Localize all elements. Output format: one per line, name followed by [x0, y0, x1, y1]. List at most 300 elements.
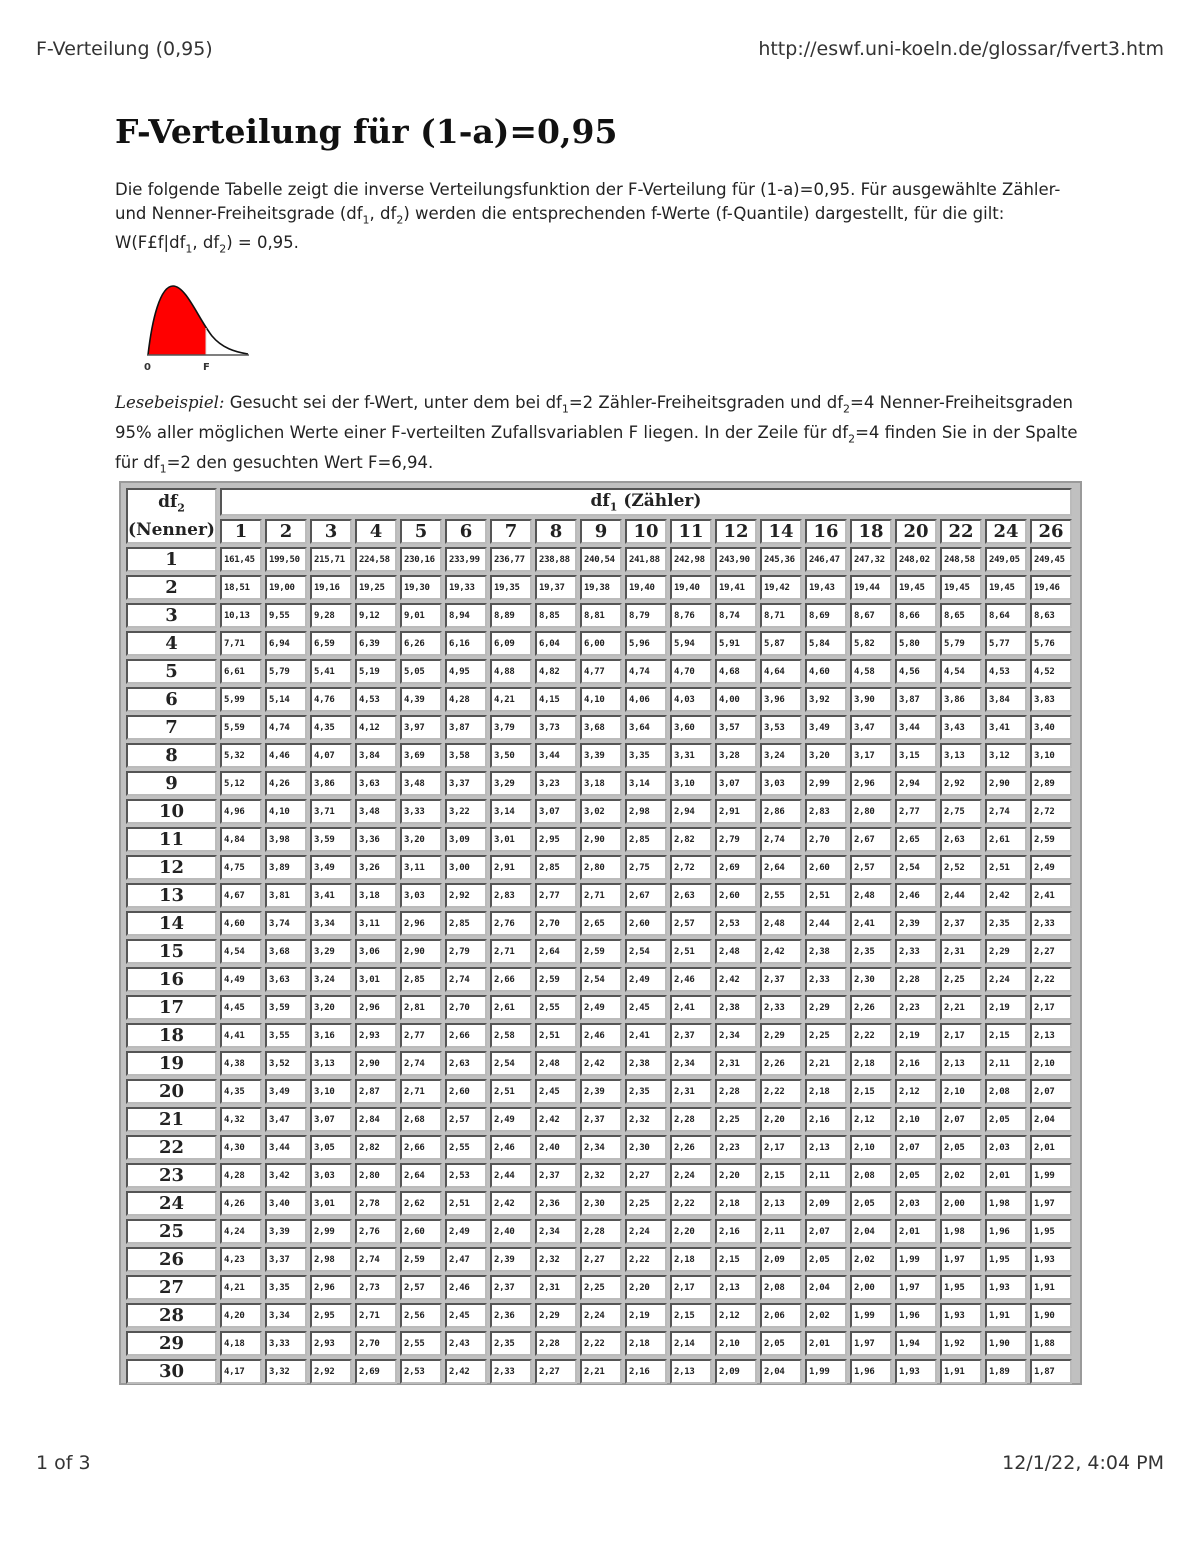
table-cell: 3,35	[265, 1275, 307, 1300]
table-cell: 2,23	[895, 995, 937, 1020]
table-row	[126, 547, 1072, 572]
table-cell: 2,91	[715, 799, 757, 824]
table-cell: 2,00	[940, 1191, 982, 1216]
table-cell: 3,90	[850, 687, 892, 712]
table-cell: 2,03	[895, 1191, 937, 1216]
print-header-title: F-Verteilung (0,95)	[36, 38, 213, 60]
table-cell: 5,59	[220, 715, 262, 740]
table-cell: 5,19	[355, 659, 397, 684]
table-cell: 1,95	[985, 1247, 1027, 1272]
table-cell: 4,35	[310, 715, 352, 740]
table-cell: 2,80	[580, 855, 622, 880]
row-header: 25	[126, 1219, 217, 1244]
table-cell: 2,11	[805, 1163, 847, 1188]
table-cell: 2,60	[625, 911, 667, 936]
table-cell: 2,59	[535, 967, 577, 992]
table-cell: 6,16	[445, 631, 487, 656]
table-cell: 5,32	[220, 743, 262, 768]
table-cell: 2,00	[850, 1275, 892, 1300]
table-cell: 19,16	[310, 575, 352, 600]
table-cell: 2,66	[445, 1023, 487, 1048]
table-cell: 2,18	[670, 1247, 712, 1272]
table-cell: 4,84	[220, 827, 262, 852]
table-row	[126, 1107, 1072, 1132]
table-cell: 2,12	[850, 1107, 892, 1132]
table-cell: 19,45	[940, 575, 982, 600]
table-row	[126, 1275, 1072, 1300]
table-cell: 2,37	[760, 967, 802, 992]
row-header: 5	[126, 659, 217, 684]
table-cell: 2,45	[625, 995, 667, 1020]
table-cell: 3,40	[265, 1191, 307, 1216]
table-cell: 3,29	[310, 939, 352, 964]
table-cell: 2,07	[805, 1219, 847, 1244]
table-cell: 3,50	[490, 743, 532, 768]
table-cell: 1,94	[895, 1331, 937, 1356]
table-cell: 2,48	[760, 911, 802, 936]
table-cell: 238,88	[535, 547, 577, 572]
table-cell: 2,32	[625, 1107, 667, 1132]
table-cell: 4,06	[625, 687, 667, 712]
table-cell: 2,85	[400, 967, 442, 992]
table-row	[126, 883, 1072, 908]
table-cell: 2,32	[535, 1247, 577, 1272]
table-cell: 3,09	[445, 827, 487, 852]
table-cell: 3,49	[265, 1079, 307, 1104]
table-cell: 2,45	[445, 1303, 487, 1328]
table-cell: 8,79	[625, 603, 667, 628]
table-cell: 3,37	[445, 771, 487, 796]
table-cell: 2,72	[1030, 799, 1072, 824]
table-cell: 8,76	[670, 603, 712, 628]
table-cell: 2,42	[535, 1107, 577, 1132]
table-cell: 3,74	[265, 911, 307, 936]
column-header: 20	[895, 519, 937, 544]
table-cell: 2,08	[760, 1275, 802, 1300]
table-cell: 2,02	[805, 1303, 847, 1328]
table-cell: 3,33	[265, 1331, 307, 1356]
table-cell: 2,02	[940, 1163, 982, 1188]
table-cell: 2,76	[490, 911, 532, 936]
intro-paragraph: Die folgende Tabelle zeigt die inverse Verteilungsfunktion der F-Verteilung für (1-a)=0,95. Für ausgewählte Zähler- und Nenner-Freiheitsgrade ($df_1$, $df_2$) werden die entsprechenden f-Werte (f-Quantile) dargestellt, für die gilt: $W(F£f|df_1$, $df_2) = 0,95$.	[115, 180, 1061, 256]
table-cell: 2,38	[625, 1051, 667, 1076]
table-cell: 2,33	[760, 995, 802, 1020]
table-cell: 2,44	[805, 911, 847, 936]
table-cell: 2,38	[715, 995, 757, 1020]
table-cell: 2,51	[535, 1023, 577, 1048]
table-row	[126, 1247, 1072, 1272]
table-cell: 2,22	[850, 1023, 892, 1048]
table-cell: 4,74	[265, 715, 307, 740]
table-cell: 6,00	[580, 631, 622, 656]
table-cell: 2,61	[985, 827, 1027, 852]
table-cell: 2,90	[985, 771, 1027, 796]
table-cell: 2,29	[535, 1303, 577, 1328]
table-cell: 3,24	[310, 967, 352, 992]
table-cell: 2,64	[535, 939, 577, 964]
table-cell: 3,24	[760, 743, 802, 768]
table-cell: 3,97	[400, 715, 442, 740]
table-cell: 1,97	[940, 1247, 982, 1272]
table-cell: 3,98	[265, 827, 307, 852]
table-cell: 2,98	[625, 799, 667, 824]
table-cell: 4,49	[220, 967, 262, 992]
table-cell: 4,53	[355, 687, 397, 712]
table-cell: 1,97	[895, 1275, 937, 1300]
table-cell: 2,29	[985, 939, 1027, 964]
table-cell: 2,14	[670, 1331, 712, 1356]
table-cell: 2,26	[760, 1051, 802, 1076]
table-cell: 2,71	[580, 883, 622, 908]
row-header: 22	[126, 1135, 217, 1160]
table-row	[126, 855, 1072, 880]
table-cell: 3,31	[670, 743, 712, 768]
table-cell: 2,06	[760, 1303, 802, 1328]
row-header: 10	[126, 799, 217, 824]
table-cell: 8,94	[445, 603, 487, 628]
f-distribution-table	[123, 485, 1075, 1387]
table-cell: 3,11	[400, 855, 442, 880]
table-cell: 1,91	[985, 1303, 1027, 1328]
table-cell: 2,57	[850, 855, 892, 880]
table-cell: 2,85	[625, 827, 667, 852]
print-footer-date: 12/1/22, 4:04 PM	[1002, 1452, 1164, 1474]
table-row	[126, 1191, 1072, 1216]
table-cell: 2,83	[805, 799, 847, 824]
table-cell: 2,03	[985, 1135, 1027, 1160]
table-cell: 4,96	[220, 799, 262, 824]
table-cell: 2,10	[850, 1135, 892, 1160]
table-cell: 6,59	[310, 631, 352, 656]
table-cell: 3,17	[850, 743, 892, 768]
axis-label-f: F	[203, 362, 210, 373]
table-cell: 2,15	[760, 1163, 802, 1188]
table-cell: 2,66	[400, 1135, 442, 1160]
table-cell: 2,70	[805, 827, 847, 852]
table-cell: 19,41	[715, 575, 757, 600]
table-cell: 3,06	[355, 939, 397, 964]
table-cell: 4,67	[220, 883, 262, 908]
table-cell: 19,45	[895, 575, 937, 600]
table-cell: 2,34	[715, 1023, 757, 1048]
table-cell: 6,26	[400, 631, 442, 656]
table-cell: 240,54	[580, 547, 622, 572]
table-cell: 2,69	[715, 855, 757, 880]
table-cell: 1,96	[850, 1359, 892, 1384]
table-row	[126, 631, 1072, 656]
table-cell: 2,24	[625, 1219, 667, 1244]
table-cell: 2,94	[895, 771, 937, 796]
table-cell: 3,34	[310, 911, 352, 936]
column-header: 4	[355, 519, 397, 544]
table-cell: 2,27	[535, 1359, 577, 1384]
table-cell: 19,46	[1030, 575, 1072, 600]
table-cell: 2,16	[715, 1219, 757, 1244]
table-cell: 2,71	[400, 1079, 442, 1104]
table-cell: 2,67	[625, 883, 667, 908]
table-cell: 4,28	[220, 1163, 262, 1188]
table-cell: 4,18	[220, 1331, 262, 1356]
table-cell: 3,01	[490, 827, 532, 852]
table-cell: 2,20	[760, 1107, 802, 1132]
table-row	[126, 1023, 1072, 1048]
table-cell: 2,90	[580, 827, 622, 852]
column-header: 10	[625, 519, 667, 544]
table-cell: 2,70	[445, 995, 487, 1020]
table-cell: 3,60	[670, 715, 712, 740]
table-cell: 3,03	[400, 883, 442, 908]
table-cell: 2,54	[490, 1051, 532, 1076]
table-cell: 2,59	[1030, 827, 1072, 852]
table-cell: 1,96	[985, 1219, 1027, 1244]
table-cell: 2,60	[715, 883, 757, 908]
table-cell: 2,01	[805, 1331, 847, 1356]
table-cell: 224,58	[355, 547, 397, 572]
table-cell: 2,01	[895, 1219, 937, 1244]
column-header: 14	[760, 519, 802, 544]
table-cell: 2,42	[490, 1191, 532, 1216]
table-cell: 243,90	[715, 547, 757, 572]
table-cell: 4,68	[715, 659, 757, 684]
table-cell: 4,82	[535, 659, 577, 684]
table-cell: 2,54	[580, 967, 622, 992]
table-cell: 2,41	[850, 911, 892, 936]
table-cell: 2,27	[625, 1163, 667, 1188]
table-cell: 2,83	[490, 883, 532, 908]
table-cell: 2,41	[1030, 883, 1072, 908]
table-cell: 2,74	[400, 1051, 442, 1076]
print-footer-page: 1 of 3	[36, 1452, 91, 1474]
table-cell: 5,77	[985, 631, 1027, 656]
table-cell: 4,15	[535, 687, 577, 712]
table-cell: 2,21	[805, 1051, 847, 1076]
table-cell: 9,28	[310, 603, 352, 628]
table-cell: 2,22	[670, 1191, 712, 1216]
table-cell: 2,22	[625, 1247, 667, 1272]
table-cell: 4,35	[220, 1079, 262, 1104]
table-cell: 2,09	[805, 1191, 847, 1216]
table-cell: 2,96	[400, 911, 442, 936]
table-cell: 2,49	[1030, 855, 1072, 880]
table-cell: 2,57	[670, 911, 712, 936]
table-cell: 2,85	[445, 911, 487, 936]
table-cell: 246,47	[805, 547, 847, 572]
table-cell: 2,28	[895, 967, 937, 992]
table-cell: 2,33	[490, 1359, 532, 1384]
table-cell: 2,53	[715, 911, 757, 936]
table-cell: 2,12	[715, 1303, 757, 1328]
table-row	[126, 687, 1072, 712]
table-cell: 4,52	[1030, 659, 1072, 684]
table-cell: 2,48	[535, 1051, 577, 1076]
table-cell: 4,45	[220, 995, 262, 1020]
column-header: 1	[220, 519, 262, 544]
table-cell: 3,63	[265, 967, 307, 992]
table-cell: 2,51	[445, 1191, 487, 1216]
table-cell: 3,14	[625, 771, 667, 796]
table-cell: 2,30	[625, 1135, 667, 1160]
table-cell: 2,57	[400, 1275, 442, 1300]
row-header: 19	[126, 1051, 217, 1076]
table-cell: 3,89	[265, 855, 307, 880]
column-header: 11	[670, 519, 712, 544]
table-cell: 8,66	[895, 603, 937, 628]
row-header: 6	[126, 687, 217, 712]
table-cell: 5,41	[310, 659, 352, 684]
table-cell: 2,48	[715, 939, 757, 964]
df2-header: $df_2$ (Nenner)	[126, 488, 217, 544]
table-cell: 4,60	[805, 659, 847, 684]
table-cell: 4,46	[265, 743, 307, 768]
table-cell: 2,15	[850, 1079, 892, 1104]
table-cell: 3,63	[355, 771, 397, 796]
table-cell: 2,90	[355, 1051, 397, 1076]
table-cell: 2,22	[760, 1079, 802, 1104]
table-cell: 4,77	[580, 659, 622, 684]
table-cell: 2,13	[670, 1359, 712, 1384]
table-row	[126, 1219, 1072, 1244]
table-cell: 3,03	[760, 771, 802, 796]
table-cell: 2,58	[490, 1023, 532, 1048]
column-header: 8	[535, 519, 577, 544]
table-cell: 3,87	[445, 715, 487, 740]
table-cell: 2,37	[940, 911, 982, 936]
table-cell: 2,02	[850, 1247, 892, 1272]
table-cell: 4,75	[220, 855, 262, 880]
table-cell: 2,07	[940, 1107, 982, 1132]
table-cell: 2,64	[400, 1163, 442, 1188]
table-cell: 4,26	[220, 1191, 262, 1216]
table-cell: 2,74	[760, 827, 802, 852]
table-cell: 1,98	[985, 1191, 1027, 1216]
row-header: 16	[126, 967, 217, 992]
table-cell: 19,42	[760, 575, 802, 600]
row-header: 15	[126, 939, 217, 964]
table-cell: 2,17	[1030, 995, 1072, 1020]
table-cell: 1,98	[940, 1219, 982, 1244]
table-cell: 3,34	[265, 1303, 307, 1328]
table-row	[126, 1163, 1072, 1188]
table-cell: 2,33	[895, 939, 937, 964]
table-cell: 2,41	[625, 1023, 667, 1048]
table-cell: 2,26	[850, 995, 892, 1020]
table-cell: 3,36	[355, 827, 397, 852]
table-cell: 2,77	[400, 1023, 442, 1048]
table-cell: 3,28	[715, 743, 757, 768]
table-cell: 8,67	[850, 603, 892, 628]
table-cell: 2,98	[310, 1247, 352, 1272]
table-cell: 2,65	[895, 827, 937, 852]
table-cell: 8,71	[760, 603, 802, 628]
table-cell: 2,29	[760, 1023, 802, 1048]
table-cell: 2,51	[670, 939, 712, 964]
table-cell: 7,71	[220, 631, 262, 656]
table-cell: 2,36	[535, 1191, 577, 1216]
row-header: 26	[126, 1247, 217, 1272]
table-cell: 3,53	[760, 715, 802, 740]
table-cell: 2,55	[535, 995, 577, 1020]
table-cell: 1,93	[895, 1359, 937, 1384]
table-cell: 2,07	[895, 1135, 937, 1160]
table-cell: 3,44	[265, 1135, 307, 1160]
table-cell: 2,15	[715, 1247, 757, 1272]
table-cell: 3,20	[400, 827, 442, 852]
row-header: 13	[126, 883, 217, 908]
table-cell: 3,73	[535, 715, 577, 740]
table-cell: 2,49	[625, 967, 667, 992]
table-cell: 2,56	[400, 1303, 442, 1328]
table-cell: 2,25	[580, 1275, 622, 1300]
table-cell: 4,32	[220, 1107, 262, 1132]
table-cell: 3,52	[265, 1051, 307, 1076]
table-cell: 2,85	[535, 855, 577, 880]
table-cell: 2,92	[310, 1359, 352, 1384]
table-cell: 2,33	[1030, 911, 1072, 936]
table-cell: 2,31	[670, 1079, 712, 1104]
row-header: 8	[126, 743, 217, 768]
table-cell: 2,41	[670, 995, 712, 1020]
table-cell: 2,25	[805, 1023, 847, 1048]
table-cell: 3,96	[760, 687, 802, 712]
column-header: 16	[805, 519, 847, 544]
table-cell: 3,43	[940, 715, 982, 740]
row-header: 21	[126, 1107, 217, 1132]
table-cell: 3,10	[670, 771, 712, 796]
table-cell: 3,13	[310, 1051, 352, 1076]
table-cell: 3,15	[895, 743, 937, 768]
table-cell: 4,00	[715, 687, 757, 712]
table-cell: 3,29	[490, 771, 532, 796]
table-cell: 1,99	[805, 1359, 847, 1384]
table-cell: 3,41	[985, 715, 1027, 740]
table-cell: 3,92	[805, 687, 847, 712]
table-cell: 2,55	[445, 1135, 487, 1160]
table-cell: 3,47	[850, 715, 892, 740]
table-cell: 2,08	[850, 1163, 892, 1188]
table-cell: 5,76	[1030, 631, 1072, 656]
table-cell: 2,90	[400, 939, 442, 964]
table-cell: 2,93	[355, 1023, 397, 1048]
table-cell: 2,46	[580, 1023, 622, 1048]
table-cell: 2,82	[355, 1135, 397, 1160]
table-cell: 2,77	[895, 799, 937, 824]
table-cell: 2,82	[670, 827, 712, 852]
table-cell: 6,39	[355, 631, 397, 656]
table-row	[126, 1359, 1072, 1384]
table-cell: 6,09	[490, 631, 532, 656]
table-cell: 19,35	[490, 575, 532, 600]
table-cell: 249,05	[985, 547, 1027, 572]
table-row	[126, 659, 1072, 684]
table-cell: 3,20	[805, 743, 847, 768]
table-row	[126, 939, 1072, 964]
table-cell: 2,65	[580, 911, 622, 936]
table-cell: 18,51	[220, 575, 262, 600]
table-cell: 1,87	[1030, 1359, 1072, 1384]
table-cell: 2,66	[490, 967, 532, 992]
table-cell: 2,20	[625, 1275, 667, 1300]
table-cell: 2,08	[985, 1079, 1027, 1104]
table-cell: 2,80	[355, 1163, 397, 1188]
table-cell: 2,35	[850, 939, 892, 964]
table-cell: 8,63	[1030, 603, 1072, 628]
table-cell: 2,31	[940, 939, 982, 964]
table-cell: 248,02	[895, 547, 937, 572]
table-row	[126, 827, 1072, 852]
table-cell: 2,27	[1030, 939, 1072, 964]
table-cell: 3,11	[355, 911, 397, 936]
table-cell: 2,34	[535, 1219, 577, 1244]
